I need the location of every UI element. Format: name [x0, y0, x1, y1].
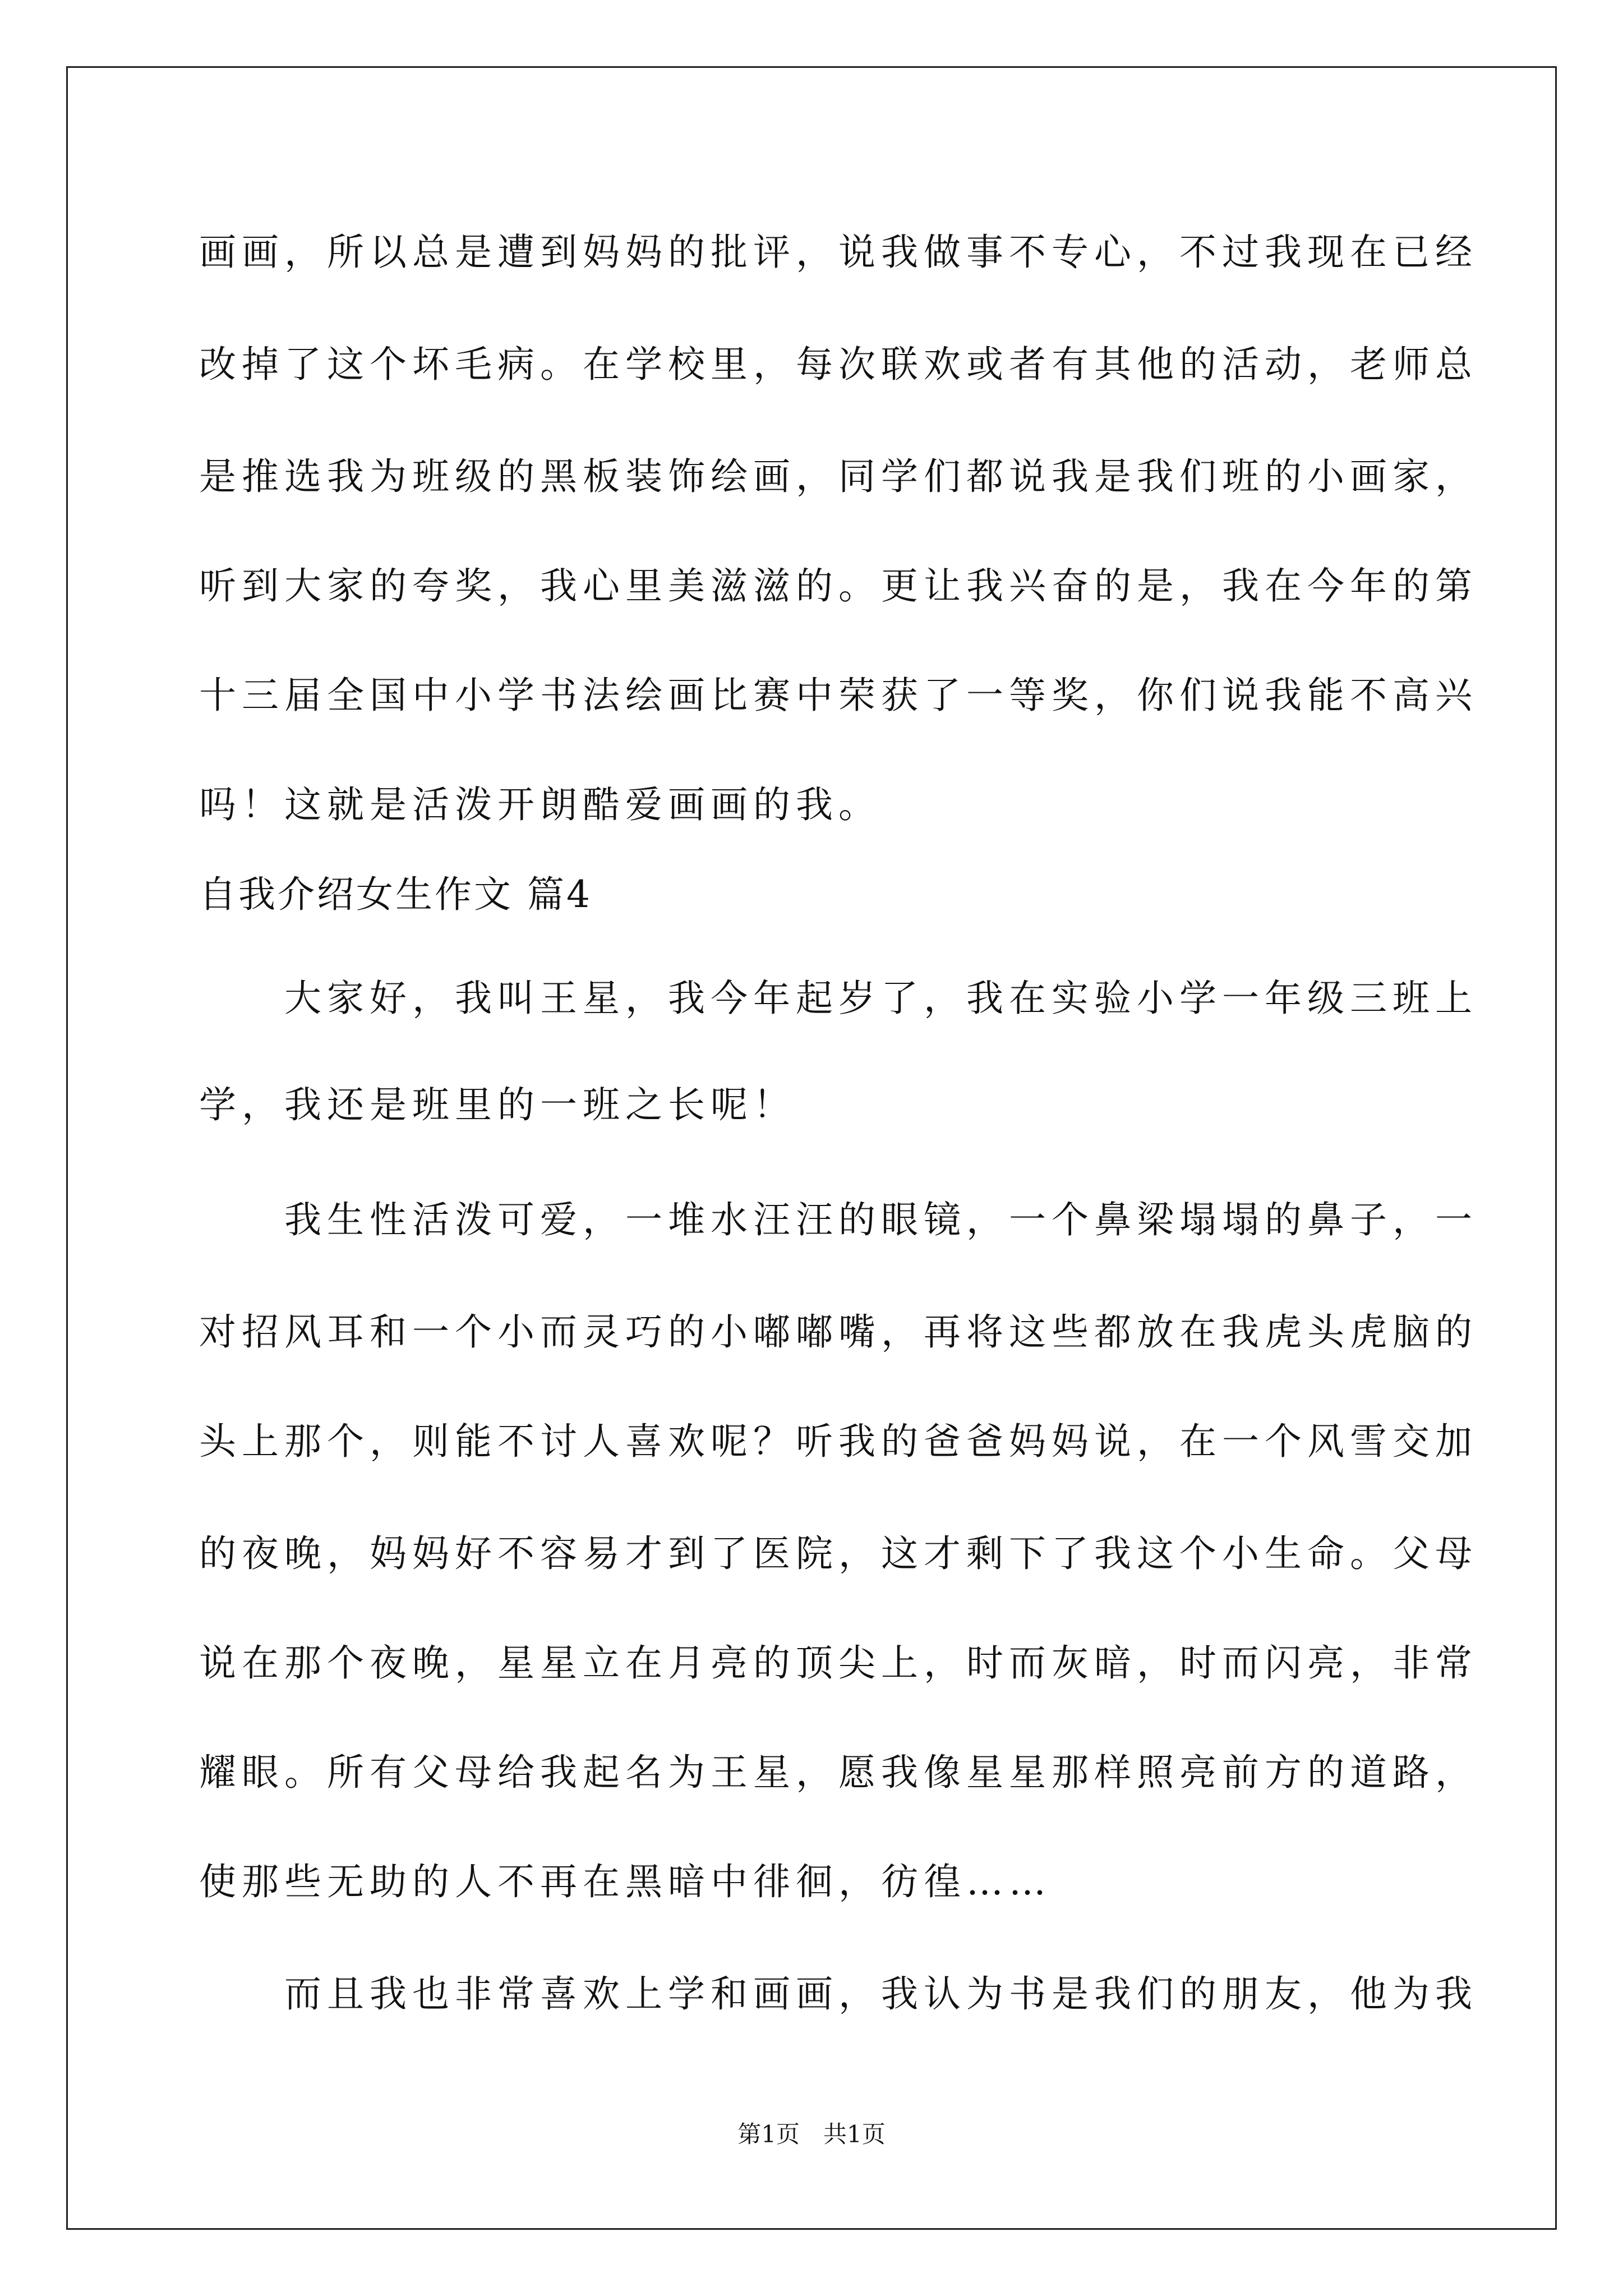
- text-line: 我生性活泼可爱，一堆水汪汪的眼镜，一个鼻梁塌塌的鼻子，一: [199, 1198, 1478, 1241]
- text-line: 而且我也非常喜欢上学和画画，我认为书是我们的朋友，他为我: [199, 1972, 1478, 2016]
- text-line: 学，我还是班里的一班之长呢！: [199, 1083, 796, 1126]
- page-border: [66, 66, 1557, 2230]
- text-line: 头上那个，则能不讨人喜欢呢？听我的爸爸妈妈说，在一个风雪交加: [199, 1420, 1478, 1463]
- page-footer: 第1页 共1页: [737, 2120, 886, 2148]
- section-heading: 自我介绍女生作文 篇4: [199, 873, 592, 916]
- text-line: 是推选我为班级的黑板装饰绘画，同学们都说我是我们班的小画家，: [199, 455, 1478, 498]
- text-line: 画画，所以总是遭到妈妈的批评，说我做事不专心，不过我现在已经: [199, 231, 1478, 274]
- text-line: 十三届全国中小学书法绘画比赛中荣获了一等奖，你们说我能不高兴: [199, 674, 1478, 717]
- text-line: 大家好，我叫王星，我今年起岁了，我在实验小学一年级三班上: [199, 977, 1478, 1020]
- text-line: 耀眼。所有父母给我起名为王星，愿我像星星那样照亮前方的道路，: [199, 1751, 1478, 1794]
- text-line: 吗！这就是活泼开朗酷爱画画的我。: [199, 783, 881, 826]
- text-line: 使那些无助的人不再在黑暗中徘徊，彷徨……: [199, 1860, 1052, 1903]
- text-line: 对招风耳和一个小而灵巧的小嘟嘟嘴，再将这些都放在我虎头虎脑的: [199, 1310, 1478, 1354]
- text-line: 听到大家的夸奖，我心里美滋滋的。更让我兴奋的是，我在今年的第: [199, 564, 1478, 608]
- text-line: 改掉了这个坏毛病。在学校里，每次联欢或者有其他的活动，老师总: [199, 343, 1478, 386]
- text-line: 的夜晚，妈妈好不容易才到了医院，这才剩下了我这个小生命。父母: [199, 1532, 1478, 1575]
- text-line: 说在那个夜晚，星星立在月亮的顶尖上，时而灰暗，时而闪亮，非常: [199, 1641, 1478, 1685]
